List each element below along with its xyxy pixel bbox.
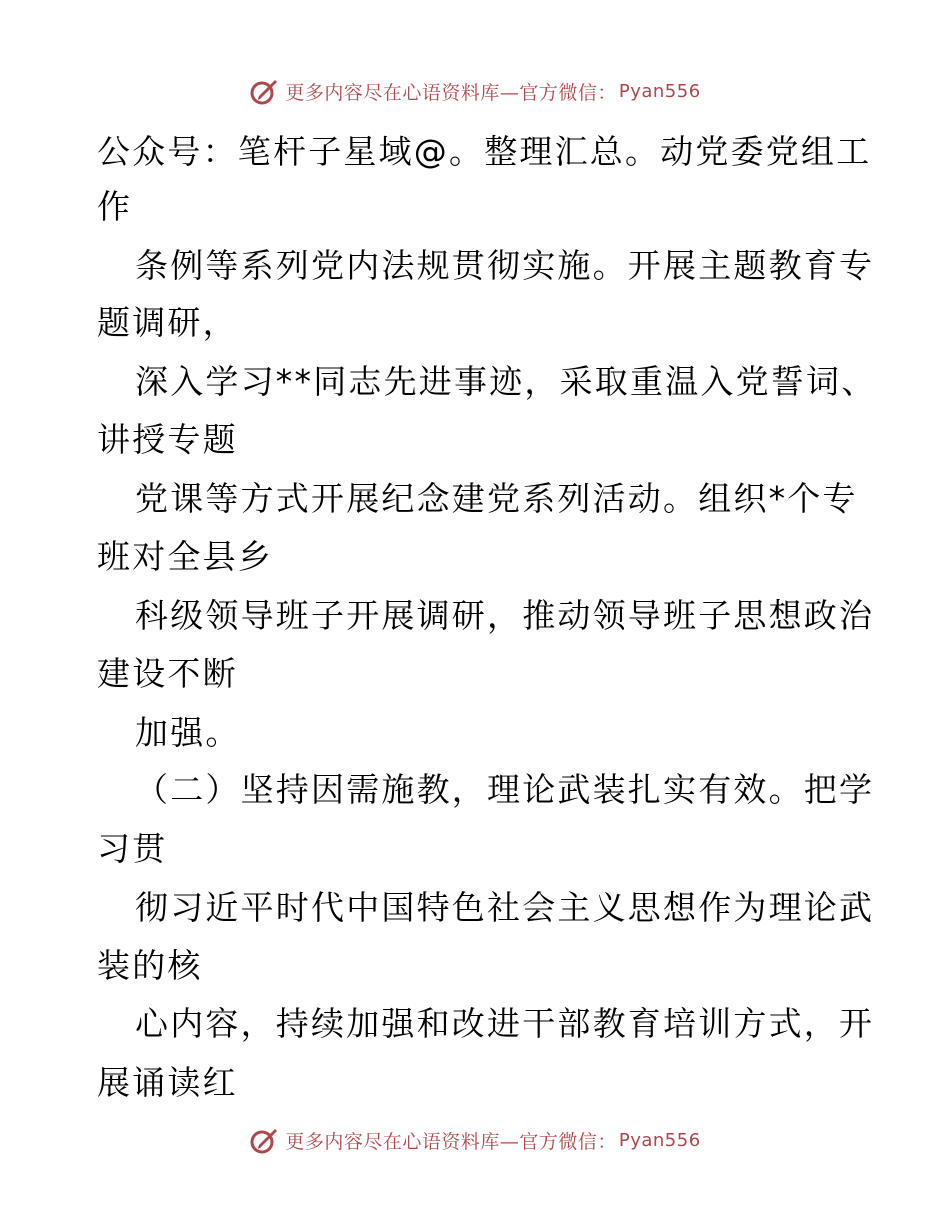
text-line: 题调研， xyxy=(97,303,238,342)
quill-pen-logo-icon xyxy=(249,76,279,106)
text-line: 装的核 xyxy=(97,946,203,985)
text-line: 党课等方式开展纪念建党系列活动。组织*个专 xyxy=(135,479,858,518)
text-line: 习贯 xyxy=(97,829,168,868)
header-watermark xyxy=(0,73,950,109)
footer-watermark xyxy=(0,1122,950,1158)
text-line: 科级领导班子开展调研，推动领导班子思想政治 xyxy=(135,596,875,635)
text-line: （二）坚持因需施教，理论武装扎实有效。把学 xyxy=(135,770,875,809)
text-line: 公众号：笔杆子星域@。整理汇总。动党委党组工 xyxy=(97,132,872,171)
text-line: 讲授专题 xyxy=(97,420,238,459)
text-line: 心内容，持续加强和改进干部教育培训方式，开 xyxy=(135,1004,875,1043)
text-line: 建设不断 xyxy=(97,654,238,693)
text-line: 作 xyxy=(97,187,133,226)
watermark-text: 更多内容尽在心语资料库—官方微信： xyxy=(285,1130,617,1153)
quill-pen-logo-icon xyxy=(249,1125,279,1155)
text-line: 条例等系列党内法规贯彻实施。开展主题教育专 xyxy=(135,246,875,285)
watermark-text: 更多内容尽在心语资料库—官方微信： xyxy=(285,81,617,104)
text-line: 加强。 xyxy=(135,713,241,752)
text-line: 深入学习**同志先进事迹，采取重温入党誓词、 xyxy=(135,362,877,401)
watermark-wechat-id: Pyan556 xyxy=(618,1129,701,1151)
text-line: 班对全县乡 xyxy=(97,537,273,576)
text-line: 彻习近平时代中国特色社会主义思想作为理论武 xyxy=(135,888,875,927)
text-line: 展诵读红 xyxy=(97,1063,238,1102)
watermark-wechat-id: Pyan556 xyxy=(618,80,701,102)
